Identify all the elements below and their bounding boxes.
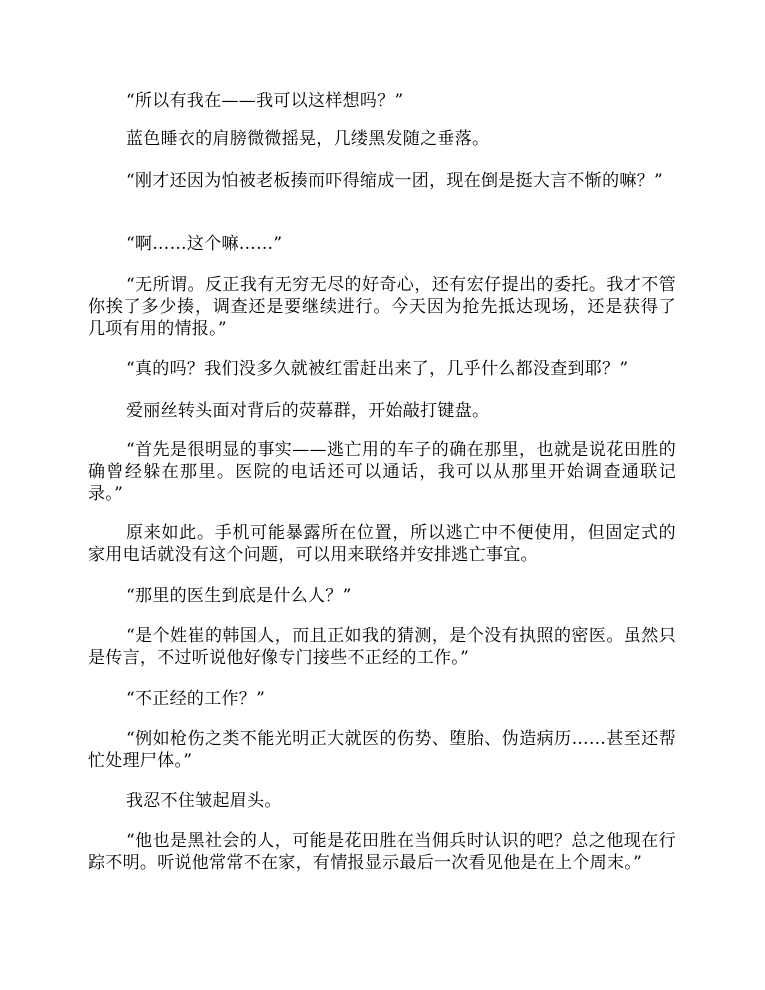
paragraph-7: 爱丽丝转头面对背后的荧幕群，开始敲打键盘。 (126, 401, 490, 421)
paragraph-12: “不正经的工作？” (126, 689, 266, 709)
paragraph-10: “那里的医生到底是什么人？” (126, 586, 352, 606)
paragraph-15: “他也是黑社会的人，可能是花田胜在当佣兵时认识的吧？总之他现在行踪不明。听说他常常不在家，有情报显示最后一次看见他是在上个周末。” (88, 831, 676, 873)
paragraph-2: 蓝色睡衣的肩膀微微摇晃，几缕黑发随之垂落。 (126, 129, 490, 149)
paragraph-13: “例如枪伤之类不能光明正大就医的伤势、堕胎、伪造病历……甚至还帮忙处理尸体。” (88, 729, 676, 771)
paragraph-8: “首先是很明显的事实——逃亡用的车子的确在那里，也就是说花田胜的确曾经躲在那里。医院的电话还可以通话，我可以从那里开始调查通联记录。” (88, 440, 676, 504)
paragraph-1: “所以有我在——我可以这样想吗？” (126, 91, 404, 111)
paragraph-4: “啊……这个嘛……” (126, 234, 283, 254)
paragraph-5: “无所谓。反正我有无穷无尽的好奇心，还有宏仔提出的委托。我才不管你挨了多少揍，调查还是要继续进行。今天因为抢先抵达现场，还是获得了几项有用的情报。” (88, 275, 676, 339)
paragraph-6: “真的吗？我们没多久就被红雷赶出来了，几乎什么都没查到耶？” (126, 359, 629, 379)
paragraph-9: 原来如此。手机可能暴露所在位置，所以逃亡中不便使用，但固定式的家用电话就没有这个问题，可以用来联络并安排逃亡事宜。 (88, 523, 676, 565)
paragraph-14: 我忍不住皱起眉头。 (126, 791, 282, 811)
paragraph-3: “刚才还因为怕被老板揍而吓得缩成一团，现在倒是挺大言不惭的嘛？” (126, 171, 663, 191)
paragraph-11: “是个姓崔的韩国人，而且正如我的猜测，是个没有执照的密医。虽然只是传言，不过听说他好像专门接些不正经的工作。” (88, 626, 676, 668)
